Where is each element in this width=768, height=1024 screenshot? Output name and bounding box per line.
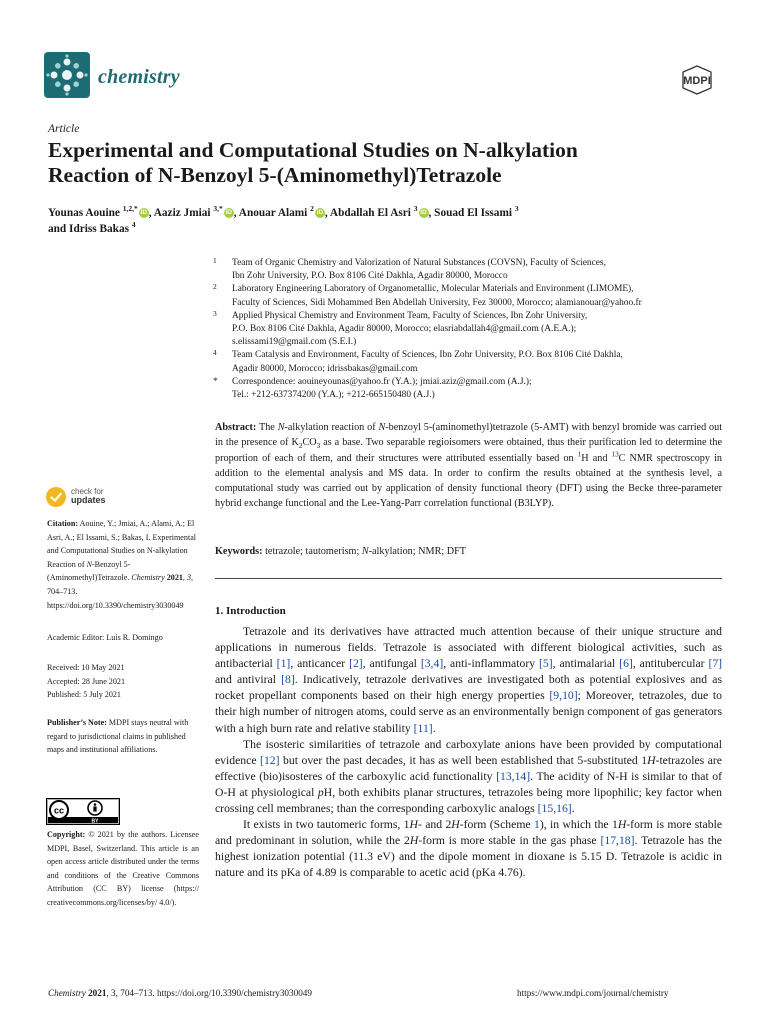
footer-journal-url[interactable]: https://www.mdpi.com/journal/chemistry xyxy=(517,988,669,998)
article-type: Article xyxy=(48,123,80,135)
orcid-icon[interactable]: iD xyxy=(420,209,427,217)
paragraph: It exists in two tautomeric forms, 1H- and 2H-form (Scheme 1), in which the 1H-form is more stable and predominant in solution, while the 2H-form is more stable in the gas phase [17,18]. Tetrazole has the highest ionization potential (11.3 eV) and the dipole moment in dioxane is 5.15 D. Tetrazole is acidic in nature and its pKa of 4.89 is comparable to acetic acid (pKa 4.76). xyxy=(215,818,723,880)
affiliation-item: 3 Applied Physical Chemistry and Environment Team, Faculty of Sciences, Ibn Zohr University, P.O. Box 8106 Cité Dakhla, Agadir 80000, Morocco; elasriabdallah4@gmail.com (A.E.A.); s.elissami19@gmail.com (S.E.I.) xyxy=(213,308,588,348)
svg-text:cc: cc xyxy=(53,805,65,816)
scheme-link[interactable]: 1 xyxy=(533,818,540,832)
title-line-1: Experimental and Computational Studies on N-alkylation xyxy=(48,138,578,162)
check-updates-label: check for updates xyxy=(71,487,106,505)
title-line-2: Reaction of N-Benzoyl 5-(Aminomethyl)Tetrazole xyxy=(48,163,502,187)
author-name[interactable]: Souad El Issami xyxy=(434,207,513,219)
abstract-label: Abstract: xyxy=(215,422,257,433)
footer-citation: Chemistry 2021, 3, 704–713. https://doi.org/10.3390/chemistry3030049 xyxy=(48,988,312,998)
affiliations xyxy=(213,257,733,402)
citation-link[interactable]: [6] xyxy=(619,657,633,671)
mdpi-logo-icon[interactable] xyxy=(673,65,721,95)
publication-dates xyxy=(47,661,199,702)
abstract: Abstract: The N-alkylation reaction of N-benzoyl 5-(aminomethyl)tetrazole (5-AMT) with benzyl bromide was carried out in the presence of $K_2CO_3$ as a base. Two separable regioisomers were obtained, thus their purification led to determine the proportion of each of them, and their structures were attributed essentially based on $^1$H and $^{13}$C NMR spectroscopy in addition to the elemental analysis and MS data. In order to confirm the results obtained at the synthesis level, a computational study was carried out by application of density functional theory (DFT) using the Becke three-parameter hybrid exchange functional and the Lee-Yang-Parr correlation functional (B3LYP). xyxy=(215,422,723,510)
publishers-note: Publisher’s Note: MDPI stays neutral with regard to jurisdictional claims in published maps and institutional affiliations. xyxy=(47,718,189,755)
paragraph: The isosteric similarities of tetrazole and carboxylate anions have been provided by computational evidence [12] but over the past decades, it has as well been established that 5-substituted 1H-tetrazoles are effective (bio)isosteres of the carboxylic acid functionality [13,14]. The acidity of N-H is similar to that of O-H at physiological pH, both exhibits planar structures, tetrazoles being more lipophilic; key factor when crossing cell membranes; than the corresponding carboxylic analogs [15,16]. xyxy=(215,737,723,816)
cc-by-license-icon[interactable] xyxy=(46,798,120,825)
citation-link[interactable]: [8] xyxy=(281,673,295,687)
citation-link[interactable]: [12] xyxy=(260,753,280,767)
received-date: Received: 10 May 2021 xyxy=(47,663,125,672)
affiliation-item: 4 Team Catalysis and Environment, Faculty of Sciences, Ibn Zohr University, P.O. Box 8106 Cité Dakhla, Agadir 80000, Morocco; idrissbakas@gmail.com xyxy=(213,348,623,374)
keywords: Keywords: tetrazole; tautomerism; N-alkylation; NMR; DFT xyxy=(215,546,466,557)
citation-link[interactable]: [9,10] xyxy=(549,689,578,703)
chemistry-journal-logo-icon xyxy=(44,52,90,98)
affiliation-item: 1 Team of Organic Chemistry and Valorization of Natural Substances (COVSN), Faculty of Sciences, Ibn Zohr University, P.O. Box 8106 Cité Dakhla, Agadir 80000, Morocco xyxy=(213,256,606,282)
accepted-date: Accepted: 28 June 2021 xyxy=(47,676,125,686)
citation-link[interactable]: [5] xyxy=(538,657,553,671)
paragraph: Tetrazole and its derivatives have attracted much attention because of their unique structure and applications in numerous fields. Tetrazole is associated with different biological activities, such as antibacterial [1], anticancer [2], antifungal [3,4], anti-inflammatory [5], antimalarial [6], antitubercular [7] and antiviral [8]. Indicatively, tetrazole derivatives are investigated both as potential explosives and as rocket propellant components based on their high energy properties [9,10]; Moreover, tetrazoles, due to their high number of nitrogen atoms, could serve as an environmentally benign component of gas generators with a high burn rate and relative stability [11]. xyxy=(215,625,723,735)
citation-block: Citation: Aouine, Y.; Jmiai, A.; Alami, A.; El Asri, A.; El Issami, S.; Bakas, I. Experimental and Computational Studies on N-alkylation Reaction of N-Benzoyl 5-(Aminomethyl)Tetrazole. Chemistry 2021, 3, 704–713. https://doi.org/10.3390/chemistry3030049 xyxy=(47,519,197,610)
published-date: Published: 5 July 2021 xyxy=(47,690,121,700)
copyright-notice: Copyright: © 2021 by the authors. Licensee MDPI, Basel, Switzerland. This article is an open access article distributed under the terms and conditions of the Creative Commons Attribution (CC BY) license (https:// creativecommons.org/licenses/by/ 4.0/). xyxy=(47,830,199,907)
author-name[interactable]: Idriss Bakas xyxy=(69,223,130,235)
citation-link[interactable]: [13,14] xyxy=(496,769,531,783)
citation-link[interactable]: [7] xyxy=(708,657,723,671)
check-for-updates-button[interactable] xyxy=(45,486,185,510)
section-divider xyxy=(215,578,722,579)
introduction-body xyxy=(215,624,722,882)
citation-link[interactable]: [17,18] xyxy=(600,834,635,848)
citation-link[interactable]: [15,16] xyxy=(537,802,572,816)
keywords-label: Keywords: xyxy=(215,546,263,557)
section-heading: 1. Introduction xyxy=(215,605,286,617)
check-updates-icon xyxy=(45,486,67,508)
citation-link[interactable]: [1] xyxy=(276,657,291,671)
mdpi-logo-text: MDPI xyxy=(683,75,711,87)
citation-label: Citation: xyxy=(47,519,79,528)
author-name[interactable]: Anouar Alami xyxy=(238,207,308,219)
orcid-icon[interactable]: iD xyxy=(225,209,232,217)
article-title xyxy=(48,138,728,188)
author-list: Younas Aouine $^{1,2,*}$ iD , Aaziz Jmiai $^{3,*}$ iD , Anouar Alami $^2$ iD , Abdallah El Asri $^3$ iD , Souad El Issami $^3$ and Idriss Bakas $^4$ xyxy=(48,204,519,235)
affiliation-item: 2 Laboratory Engineering Laboratory of Organometallic, Molecular Materials and Environment (LIMOME), Faculty of Sciences, Sidi Mohammed Ben Abdellah University, Fez 30000, Morocco; alamianouar@yahoo.fr xyxy=(213,282,642,308)
orcid-icon[interactable]: iD xyxy=(140,209,147,217)
citation-link[interactable]: [2] xyxy=(349,657,363,671)
academic-editor: Academic Editor: Luis R. Domingo xyxy=(47,633,163,642)
citation-link[interactable]: [11] xyxy=(413,721,433,735)
citation-doi[interactable]: , 704–713. https://doi.org/10.3390/chemistry3030049 xyxy=(47,573,194,610)
citation-link[interactable]: [3,4] xyxy=(420,657,444,671)
orcid-icon[interactable]: iD xyxy=(316,209,324,217)
author-name[interactable]: Abdallah El Asri xyxy=(329,207,411,219)
author-name[interactable]: Aaziz Jmiai xyxy=(153,207,211,219)
author-name[interactable]: Younas Aouine xyxy=(48,207,120,219)
svg-text:BY: BY xyxy=(91,818,99,825)
journal-name[interactable]: chemistry xyxy=(98,66,180,88)
correspondence: * Correspondence: aouineyounas@yahoo.fr (Y.A.); jmiai.aziz@gmail.com (A.J.); Tel.: +212-637374200 (Y.A.); +212-665150480 (A.J.) xyxy=(213,376,532,401)
